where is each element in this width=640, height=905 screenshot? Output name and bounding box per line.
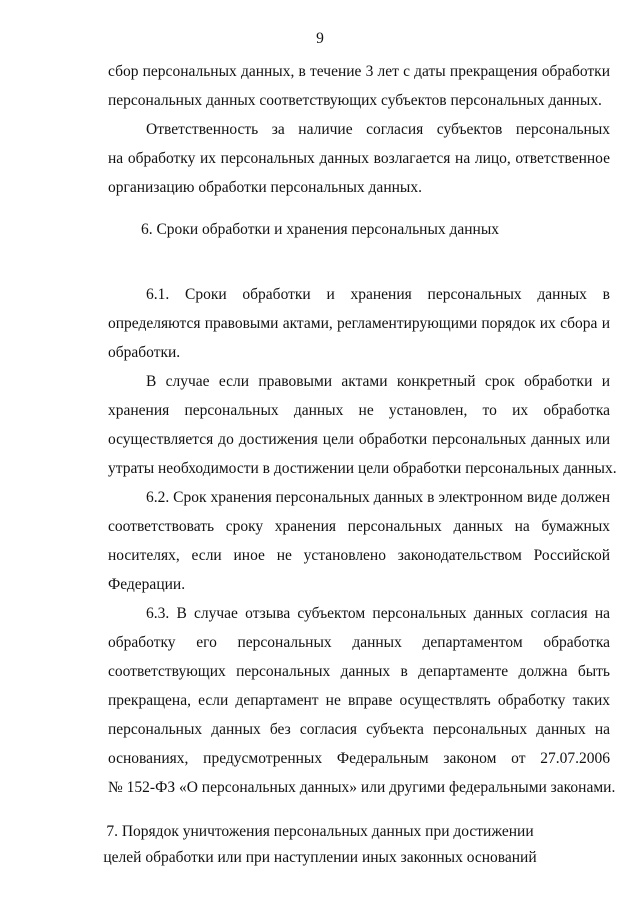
page-number: 9 xyxy=(316,30,324,47)
text-line: основаниях, предусмотренных Федеральным законом от 27.07.2006 xyxy=(108,750,610,767)
text-line: 6.1. Сроки обработки и хранения персональных данных в xyxy=(146,286,610,303)
text-line: обработки. xyxy=(108,344,181,361)
text-line: Ответственность за наличие согласия субъектов персональных xyxy=(146,121,610,138)
section-6-heading: 6. Сроки обработки и хранения персональных данных xyxy=(140,221,500,238)
text-line: определяются правовыми актами, регламентирующими порядок их сбора и xyxy=(108,315,610,332)
text-line: 6.3. В случае отзыва субъектом персональных данных согласия на xyxy=(146,605,610,622)
text-line: организацию обработки персональных данных. xyxy=(108,179,422,196)
text-line: персональных данных без согласия субъекта персональных данных на xyxy=(108,721,610,738)
text-line: соответствовать сроку хранения персональных данных на бумажных xyxy=(108,518,610,535)
text-line: соответствующих персональных данных в департаменте должна быть xyxy=(108,663,610,680)
section-7-heading-line-2: целей обработки или при наступлении иных законных оснований xyxy=(103,849,537,866)
text-line: 6.2. Срок хранения персональных данных в электронном виде должен xyxy=(146,489,610,506)
text-line: Федерации. xyxy=(108,576,186,593)
text-line: носителях, если иное не установлено законодательством Российской xyxy=(108,547,610,564)
text-line: хранения персональных данных не установлен, то их обработка xyxy=(108,402,610,419)
text-line: осуществляется до достижения цели обработки персональных данных или xyxy=(108,431,610,448)
text-line: утраты необходимости в достижении цели обработки персональных данных. xyxy=(108,460,617,477)
text-line: персональных данных соответствующих субъектов персональных данных. xyxy=(108,92,602,109)
text-line: прекращена, если департамент не вправе осуществлять обработку таких xyxy=(108,692,610,709)
text-line: сбор персональных данных, в течение 3 лет с даты прекращения обработки xyxy=(108,63,610,80)
section-7-heading-line-1: 7. Порядок уничтожения персональных данных при достижении xyxy=(106,823,534,840)
text-line: № 152-ФЗ «О персональных данных» или другими федеральными законами. xyxy=(108,779,616,796)
text-line: В случае если правовыми актами конкретный срок обработки и xyxy=(146,373,610,390)
text-line: обработку его персональных данных департаментом обработка xyxy=(108,634,610,651)
text-line: на обработку их персональных данных возлагается на лицо, ответственное xyxy=(108,150,610,167)
